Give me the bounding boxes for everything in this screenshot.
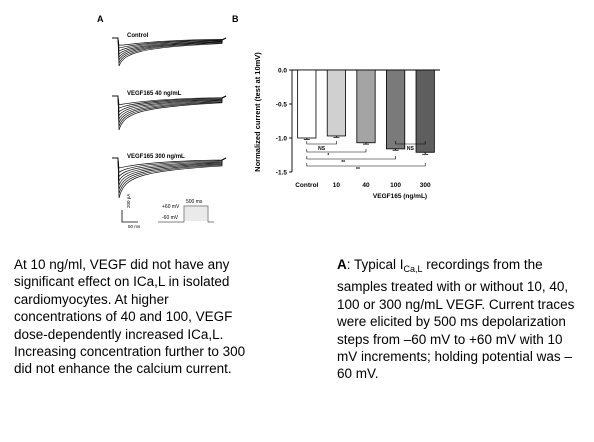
right-paragraph-body: recordings from the samples treated with or without 10, 40, 100 or 300 ng/mL VEGF. Current traces were elicited by 500 ms depolarization steps from –60 mV to +60 mV with 10 mV increments; holding potential was –60 mV. — [337, 257, 575, 382]
scale-bar — [122, 210, 138, 222]
bar — [416, 70, 434, 152]
current-trace — [112, 158, 226, 177]
panel-b-letter: B — [232, 14, 239, 24]
category-label: 40 — [362, 182, 370, 189]
significance-label: ** — [341, 160, 346, 166]
category-label: 100 — [390, 182, 402, 189]
y-tick-label: -1.0 — [275, 135, 287, 143]
y-axis-label: Normalized current (test at 10mV) — [253, 52, 262, 172]
category-label: 10 — [332, 182, 341, 189]
bar — [357, 70, 375, 143]
significance-bracket — [307, 163, 425, 166]
trace-label-control: Control — [127, 33, 149, 39]
protocol-step-label: +60 mV — [162, 204, 180, 210]
panel-a-letter: A — [97, 14, 104, 24]
y-tick-label: 0.0 — [277, 67, 287, 75]
protocol-hold-label: -60 mV — [162, 215, 179, 221]
significance-label: NS — [406, 146, 414, 152]
protocol-duration-label: 500 ms — [186, 199, 203, 205]
scale-bar-current-label: 200 pA — [126, 193, 131, 208]
scale-bar-time-label: 50 ms — [128, 224, 141, 229]
significance-label: ** — [356, 167, 360, 173]
significance-label: * — [327, 153, 330, 159]
y-tick-label: -0.5 — [275, 101, 287, 109]
trace-label-300: VEGF165 300 ng/mL — [127, 154, 185, 160]
y-tick-label: -1.5 — [275, 169, 287, 177]
bar — [386, 70, 404, 149]
bar — [327, 70, 345, 136]
significance-bracket — [307, 156, 396, 159]
bar — [298, 70, 316, 138]
x-axis-title: VEGF165 (ng/mL) — [372, 193, 428, 200]
left-paragraph: At 10 ng/ml, VEGF did not have any significant effect on ICa,L in isolated cardiomyocytes. At higher concentrations of 40 and 100, VEGF dose-dependently increased ICa,L. Increasing concentration further to 300 did not enhance the calcium current. — [14, 257, 246, 377]
right-paragraph-label: A — [337, 257, 347, 272]
trace-label-40: VEGF165 40 ng/mL — [127, 91, 182, 97]
significance-bracket — [307, 141, 337, 144]
significance-label: NS — [318, 146, 326, 152]
category-label: Control — [295, 182, 319, 189]
right-paragraph-intro: : Typical I — [346, 257, 404, 272]
significance-bracket — [307, 149, 366, 152]
right-paragraph-subscript: Ca,L — [403, 264, 423, 274]
bar-chart — [240, 30, 450, 210]
category-label: 300 — [419, 182, 431, 189]
right-paragraph — [337, 256, 580, 383]
